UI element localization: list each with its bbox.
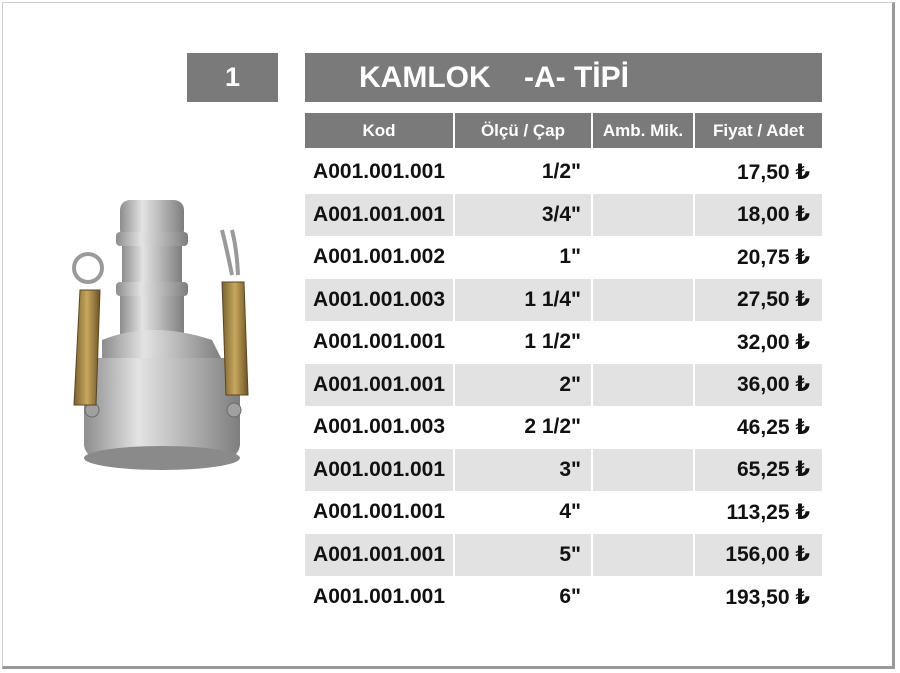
cell-fiyat: 18,00 ₺: [695, 194, 822, 237]
table-row: [305, 151, 822, 194]
cell-kod: A001.001.001: [305, 491, 455, 534]
header-amb: Amb. Mik.: [593, 113, 695, 148]
cell-amb: [593, 151, 695, 194]
cell-kod: A001.001.001: [305, 194, 455, 237]
cell-olcu: 3/4": [455, 194, 593, 237]
cell-fiyat: 113,25 ₺: [726, 500, 810, 524]
table-row: [305, 279, 822, 322]
cell-kod: A001.001.001: [305, 576, 455, 619]
header-olcu: Ölçü / Çap: [455, 113, 593, 148]
header-kod: Kod: [305, 113, 455, 148]
cell-olcu: 1/2": [455, 151, 593, 194]
camlock-coupler-image: [62, 190, 262, 480]
cell-olcu: 1 1/4": [455, 279, 593, 322]
table-row: [305, 576, 822, 619]
cell-kod: A001.001.001: [305, 321, 455, 364]
cell-fiyat: 27,50 ₺: [695, 279, 822, 322]
table-row: [305, 194, 822, 237]
cell-kod: A001.001.001: [305, 151, 455, 194]
table-row: [305, 364, 822, 407]
cell-kod: A001.001.001: [305, 534, 455, 577]
table-header: [305, 113, 822, 148]
cell-kod: A001.001.001: [305, 364, 455, 407]
cell-amb: [593, 576, 695, 619]
cell-fiyat: 32,00 ₺: [737, 330, 810, 354]
table-row: [305, 406, 822, 449]
cell-olcu: 3": [455, 449, 593, 492]
cell-fiyat: 20,75 ₺: [737, 245, 810, 269]
cell-olcu: 5": [455, 534, 593, 577]
cell-kod: A001.001.001: [305, 449, 455, 492]
cell-fiyat: 156,00 ₺: [695, 534, 822, 577]
cell-amb: [593, 279, 695, 322]
cell-olcu: 1 1/2": [455, 321, 593, 364]
cell-amb: [593, 406, 695, 449]
cell-fiyat: 17,50 ₺: [737, 160, 810, 184]
cell-amb: [593, 194, 695, 237]
cell-fiyat: 36,00 ₺: [695, 364, 822, 407]
table-row: [305, 236, 822, 279]
cell-olcu: 6": [455, 576, 593, 619]
cell-fiyat: 46,25 ₺: [737, 415, 810, 439]
cell-kod: A001.001.003: [305, 406, 455, 449]
table-row: [305, 449, 822, 492]
cell-kod: A001.001.002: [305, 236, 455, 279]
cell-olcu: 2": [455, 364, 593, 407]
cell-amb: [593, 491, 695, 534]
table-row: [305, 534, 822, 577]
cell-olcu: 2 1/2": [455, 406, 593, 449]
table-row: [305, 491, 822, 534]
cell-amb: [593, 321, 695, 364]
cell-kod: A001.001.003: [305, 279, 455, 322]
header-fiyat: Fiyat / Adet: [695, 113, 822, 148]
cell-amb: [593, 236, 695, 279]
cell-amb: [593, 449, 695, 492]
page-number: 1: [187, 53, 278, 102]
cell-fiyat: 193,50 ₺: [725, 585, 810, 609]
cell-fiyat: 65,25 ₺: [695, 449, 822, 492]
price-table: [305, 113, 822, 619]
cell-olcu: 1": [455, 236, 593, 279]
cell-amb: [593, 534, 695, 577]
page-title: KAMLOK -A- TİPİ: [305, 53, 822, 102]
cell-olcu: 4": [455, 491, 593, 534]
table-row: [305, 321, 822, 364]
cell-amb: [593, 364, 695, 407]
